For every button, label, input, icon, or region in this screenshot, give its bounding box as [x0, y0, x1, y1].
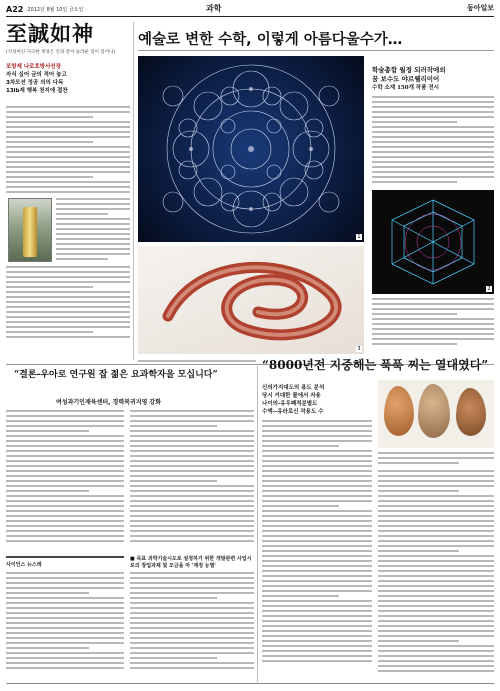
- fractal-artwork: [138, 56, 364, 242]
- rock-article-title: “8000년전 지중해는 푹푹 찌는 열대였다”: [262, 358, 489, 372]
- mid-box-title: ■ 목표 과학기술시도로 설정하기 위한 개발관련 사업시로의 창업과제 및 모금을 마 '재정 능별': [130, 556, 252, 569]
- main-body-text-right-2: [372, 298, 494, 348]
- side-quote-line-1: 학술총합 월정 되러작에외: [372, 66, 446, 74]
- bottom-body-col-2: [130, 410, 254, 545]
- left-article: [6, 22, 130, 95]
- left-body-text-2: [56, 198, 130, 263]
- stone-2: [418, 384, 450, 438]
- rock-article-subtitle: [262, 384, 372, 416]
- header-rule: [6, 16, 494, 17]
- knot-sculpture: [138, 246, 364, 354]
- left-headline-4: 13lb재 행복 천지에 절찬: [6, 88, 68, 94]
- bottom-body-col-1: [6, 410, 124, 545]
- figure-number-3: 3: [357, 346, 361, 352]
- bottom-column-divider: [257, 366, 258, 682]
- main-title-rule: [138, 50, 494, 51]
- stone-1: [384, 386, 414, 436]
- stone-3: [456, 388, 486, 436]
- left-body-text: [6, 106, 130, 196]
- rock-body-col-1: [262, 420, 372, 665]
- rock-sub-line-3: 나이의-유우폐적분별도: [262, 401, 318, 407]
- science-news-text: [6, 572, 124, 669]
- satellite-photo: [8, 198, 52, 262]
- left-headline-1: 포항제 나로호방사선장: [6, 64, 62, 70]
- page-header: [6, 3, 494, 15]
- wire-cube-artwork: [372, 190, 494, 294]
- rock-sub-line-1: 신의가지대도의 용도 분석: [262, 385, 325, 391]
- hand-axe-stones: [378, 380, 494, 448]
- left-body-text-3: [6, 266, 130, 341]
- main-side-quote: [372, 66, 494, 93]
- page-number: A22: [6, 4, 24, 14]
- figure-number-2: 2: [487, 286, 491, 292]
- science-news-box: [6, 556, 124, 676]
- main-article-title: 예술로 변한 수학, 이렇게 아름다울수가…: [138, 32, 403, 48]
- stones-caption: [378, 452, 494, 467]
- left-article-subtitle: (지성여신·지극한 정성은 신과 같아 놀라운 일이 일어나): [6, 50, 116, 55]
- left-headline-3: 3차모션 정공 의의 다독: [6, 80, 64, 86]
- main-body-text-right: [372, 96, 494, 186]
- side-quote-line-2: 꿈 보수도 야르웰리이어: [372, 75, 440, 83]
- footer-rule: [6, 683, 494, 684]
- bottom-article-title: “결론-우아로 연구원 잡 젊은 요과학자을 모십니다”: [14, 370, 218, 380]
- section-title: 과학: [206, 4, 222, 13]
- side-quote-line-3: 수학 소재 150개 작품 전시: [372, 85, 439, 91]
- figure-number-1: 1: [357, 234, 361, 240]
- column-divider: [133, 22, 134, 360]
- rock-sub-line-4: 수액--유라로신 작용도 수: [262, 409, 324, 415]
- left-article-title: 至誠如神: [6, 21, 94, 46]
- paper-name: 동아일보: [466, 4, 494, 12]
- left-headline-2: 자식 실어 금의 적어 놓고: [6, 72, 67, 78]
- issue-date: 2012년 8월 10일 금요일: [27, 6, 84, 13]
- science-news-title: 사이언스 뉴스레: [6, 562, 42, 568]
- bottom-article-subtitle: 여성과기인재육센터, 경력복귀지영 강화: [56, 399, 161, 406]
- mid-box-text: [130, 572, 254, 672]
- rock-sub-line-2: 당시 거대한 물에서 자용: [262, 393, 321, 399]
- rock-body-col-2: [378, 470, 494, 675]
